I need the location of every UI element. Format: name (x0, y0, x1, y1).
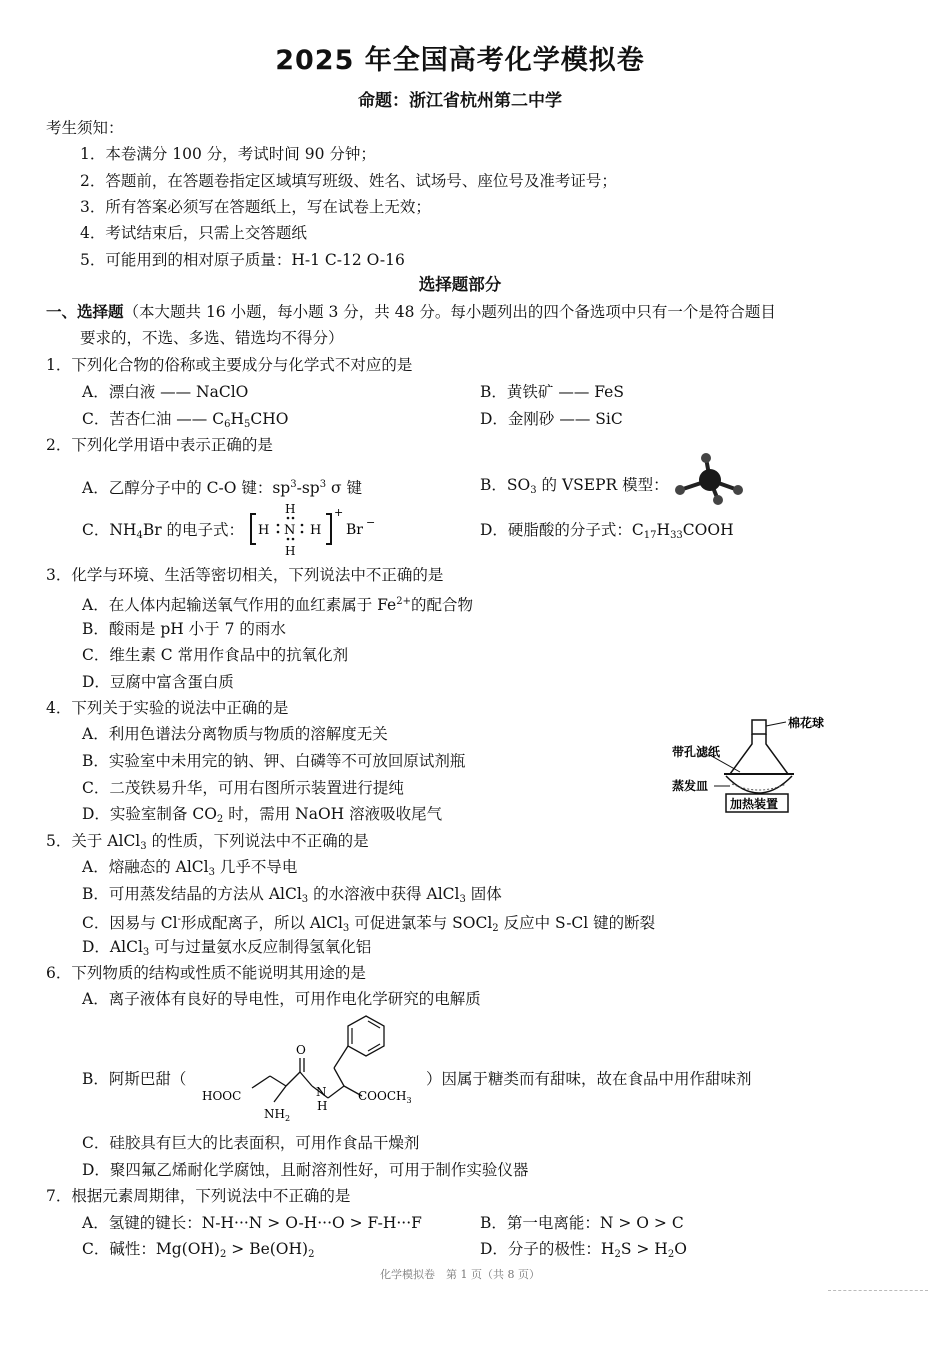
notice-item: 2．答题前，在答题卷指定区域填写班级、姓名、试场号、座位号及准考证号； (80, 172, 617, 190)
page-edge-mark (828, 1290, 928, 1301)
atom-label: H (285, 544, 296, 558)
svg-text:N: N (316, 1085, 327, 1099)
option-a: A．熔融态的 AlCl$_3$ 几乎不导电 (82, 858, 298, 878)
page-footer: 化学模拟卷 第 1 页（共 8 页） (380, 1268, 540, 1281)
svg-text:−: − (366, 516, 376, 529)
option-d: D．豆腐中富含蛋白质 (82, 673, 234, 691)
notice-item: 4．考试结束后，只需上交答题纸 (80, 224, 307, 242)
question-stem: 6．下列物质的结构或性质不能说明其用途的是 (46, 964, 366, 982)
label-cotton: 棉花球 (788, 716, 825, 730)
question-stem: 2．下列化学用语中表示正确的是 (46, 436, 273, 454)
option-c: C．碱性：$Mg(OH)_2 > Be(OH)_2$ (82, 1240, 315, 1260)
option-c: C．$NH_4Br$ 的电子式： (82, 521, 245, 541)
option-b-prefix: B．阿斯巴甜（ (82, 1070, 187, 1088)
svg-text:NH2: $NH_2$ (264, 1107, 291, 1123)
svg-text:COOCH3: $COOCH_3$ (358, 1089, 412, 1105)
vsepr-model-figure (672, 452, 748, 508)
part-desc: （本大题共 16 小题，每小题 3 分，共 48 分。每小题列出的四个备选项中只有一个是符合题目 (123, 303, 776, 321)
svg-text:O: O (296, 1043, 306, 1057)
option-a: A．在人体内起输送氧气作用的血红素属于 $Fe^{2+}$的配合物 (82, 596, 473, 614)
atom-label: N (284, 523, 296, 538)
option-d: D．实验室制备 $CO_2$ 时，需用 NaOH 溶液吸收尾气 (82, 805, 443, 825)
part-label: 一、选择题 (46, 302, 124, 321)
option-a: A．乙醇分子中的 C-O 键：$sp^3-sp^3$ σ 键 (82, 479, 363, 497)
option-d: D．硬脂酸的分子式：$C_{17}H_{33}COOH$ (480, 521, 734, 541)
section-title: 选择题部分 (418, 275, 502, 294)
option-a: A．离子液体有良好的导电性，可用作电化学研究的电解质 (82, 990, 481, 1008)
option-b: B．实验室中未用完的钠、钾、白磷等不可放回原试剂瓶 (82, 752, 466, 770)
option-b: B．第一电离能：N > O > C (480, 1214, 684, 1232)
option-c: C．维生素 C 常用作食品中的抗氧化剂 (82, 646, 349, 664)
label-evaporating-dish: 蒸发皿 (672, 779, 709, 793)
question-stem: 1．下列化合物的俗称或主要成分与化学式不对应的是 (46, 356, 413, 374)
option-a: A．漂白液 —— NaClO (82, 383, 249, 401)
option-c: C．因易与 Cl-形成配离子，所以 AlCl$_3$ 可促进氯苯与 SOCl$_2$ 反应中 S-Cl 键的断裂 (82, 914, 656, 934)
option-d: D．AlCl$_3$ 可与过量氨水反应制得氢氧化铝 (82, 938, 372, 958)
aspartame-structure-figure (198, 1010, 424, 1128)
part-instructions (46, 302, 776, 322)
question-stem: 7．根据元素周期律，下列说法中不正确的是 (46, 1187, 351, 1205)
notice-heading: 考生须知： (46, 119, 124, 137)
option-b: B．可用蒸发结晶的方法从 AlCl$_3$ 的水溶液中获得 AlCl$_3$ 固体 (82, 885, 502, 905)
question-stem: 3．化学与环境、生活等密切相关，下列说法中不正确的是 (46, 566, 444, 584)
option-b-suffix: ）因属于糖类而有甜味，故在食品中用作甜味剂 (426, 1070, 752, 1088)
notice-item: 5．可能用到的相对原子质量：H-1 C-12 O-16 (80, 251, 405, 269)
option-c: C．苦杏仁油 —— $C_6H_5CHO$ (82, 410, 289, 430)
notice-item: 3．所有答案必须写在答题纸上，写在试卷上无效； (80, 198, 431, 216)
option-d: D．聚四氟乙烯耐化学腐蚀，且耐溶剂性好，可用于制作实验仪器 (82, 1161, 529, 1179)
option-a: A．利用色谱法分离物质与物质的溶解度无关 (82, 725, 388, 743)
atom-label: H (310, 523, 322, 538)
option-b: B．黄铁矿 —— FeS (480, 383, 624, 401)
label-filter-paper: 带孔滤纸 (672, 745, 721, 759)
sublimation-apparatus-figure (668, 712, 838, 818)
option-d: D．分子的极性：$H_2S > H_2O$ (480, 1240, 687, 1260)
electron-formula-figure (248, 500, 378, 560)
option-c: C．硅胶具有巨大的比表面积，可用作食品干燥剂 (82, 1134, 420, 1152)
option-d: D．金刚砂 —— SiC (480, 410, 623, 428)
exam-title: 2025 年全国高考化学模拟卷 (275, 45, 645, 76)
svg-text:HOOC: HOOC (202, 1089, 242, 1103)
label-heater: 加热装置 (730, 797, 779, 811)
atom-label: H (258, 523, 270, 538)
svg-text:Br: Br (346, 522, 363, 538)
question-stem: 5．关于 AlCl$_3$ 的性质，下列说法中不正确的是 (46, 832, 369, 852)
svg-text:H: H (317, 1099, 328, 1113)
atom-label: H (285, 502, 296, 516)
option-b: B．酸雨是 pH 小于 7 的雨水 (82, 620, 286, 638)
svg-text:+: + (334, 506, 344, 519)
part-desc-cont: 要求的，不选、多选、错选均不得分） (80, 329, 344, 347)
option-c: C．二茂铁易升华，可用右图所示装置进行提纯 (82, 779, 404, 797)
option-b: B．$SO_3$ 的 VSEPR 模型： (480, 476, 669, 496)
option-a: A．氢键的键长：N-H···N > O-H···O > F-H···F (82, 1214, 422, 1232)
exam-subtitle: 命题：浙江省杭州第二中学 (358, 91, 562, 111)
notice-item: 1．本卷满分 100 分，考试时间 90 分钟； (80, 145, 376, 163)
question-stem: 4．下列关于实验的说法中正确的是 (46, 699, 289, 717)
